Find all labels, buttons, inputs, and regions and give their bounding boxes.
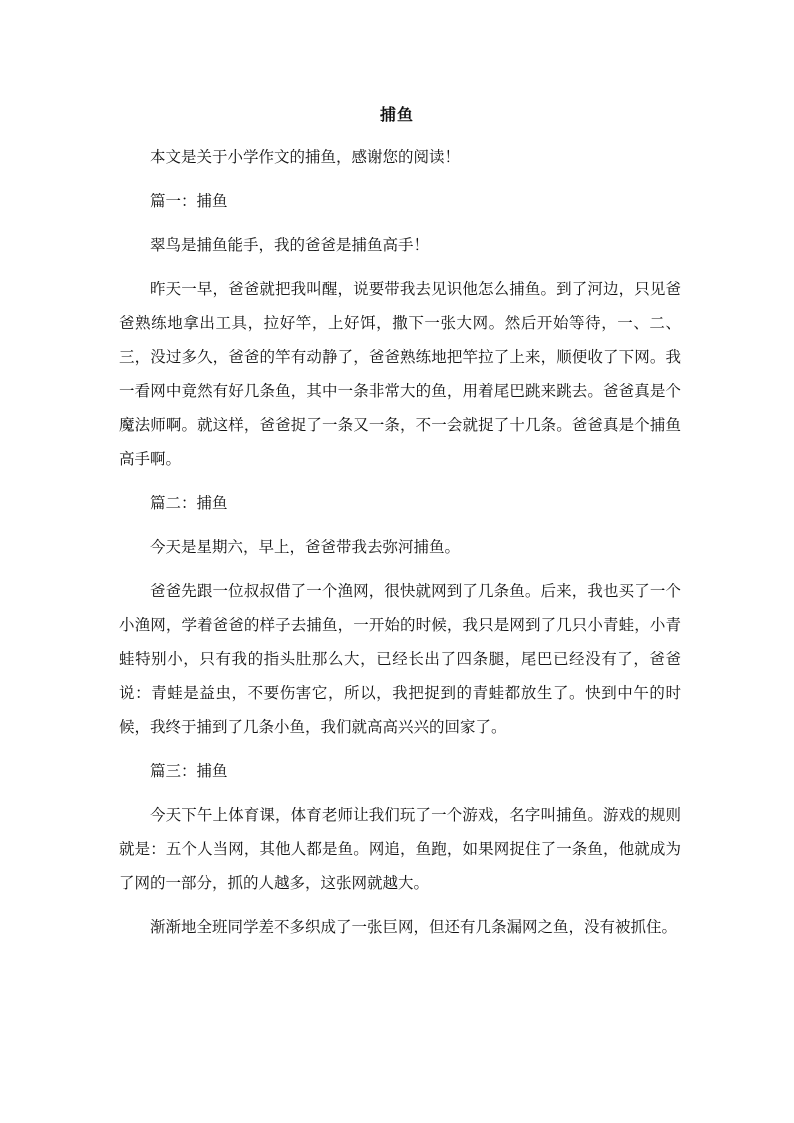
- document-title: 捕鱼: [379, 105, 414, 124]
- section-heading-3: 篇三：捕鱼: [150, 762, 228, 780]
- paragraph: 渐渐地全班同学差不多织成了一张巨网，但还有几条漏网之鱼，没有被抓住。: [150, 918, 678, 936]
- section-heading-1: 篇一：捕鱼: [150, 192, 228, 210]
- document-body: [119, 140, 681, 954]
- paragraph: 昨天一早，爸爸就把我叫醒，说要带我去见识他怎么捕鱼。到了河边，只见爸爸熟练地拿出工具，拉好竿，上好饵，撒下一张大网。然后开始等待，一、二、三，没过多久，爸爸的竿有动静了，爸爸熟练地把竿拉了上来，顺便收了下网。我一看网中竟然有好几条鱼，其中一条非常大的鱼，用着尾巴跳来跳去。爸爸真是个魔法师啊。就这样，爸爸捉了一条又一条，不一会就捉了十几条。爸爸真是个捕鱼高手啊。: [119, 280, 681, 468]
- section-heading-2: 篇二：捕鱼: [150, 494, 228, 512]
- paragraph-intro: 本文是关于小学作文的捕鱼，感谢您的阅读！: [150, 148, 461, 166]
- paragraph: 爸爸先跟一位叔叔借了一个渔网，很快就网到了几条鱼。后来，我也买了一个小渔网，学着爸爸的样子去捕鱼，一开始的时候，我只是网到了几只小青蛙，小青蛙特别小，只有我的指头肚那么大，已经长出了四条腿，尾巴已经没有了，爸爸说：青蛙是益虫，不要伤害它，所以，我把捉到的青蛙都放生了。快到中午的时候，我终于捕到了几条小鱼，我们就高高兴兴的回家了。: [119, 582, 681, 736]
- paragraph: 今天是星期六，早上，爸爸带我去弥河捕鱼。: [150, 538, 461, 556]
- paragraph: 今天下午上体育课，体育老师让我们玩了一个游戏，名字叫捕鱼。游戏的规则就是：五个人当网，其他人都是鱼。网追，鱼跑，如果网捉住了一条鱼，他就成为了网的一部分，抓的人越多，这张网就越大。: [119, 806, 681, 892]
- paragraph: 翠鸟是捕鱼能手，我的爸爸是捕鱼高手！: [150, 236, 430, 254]
